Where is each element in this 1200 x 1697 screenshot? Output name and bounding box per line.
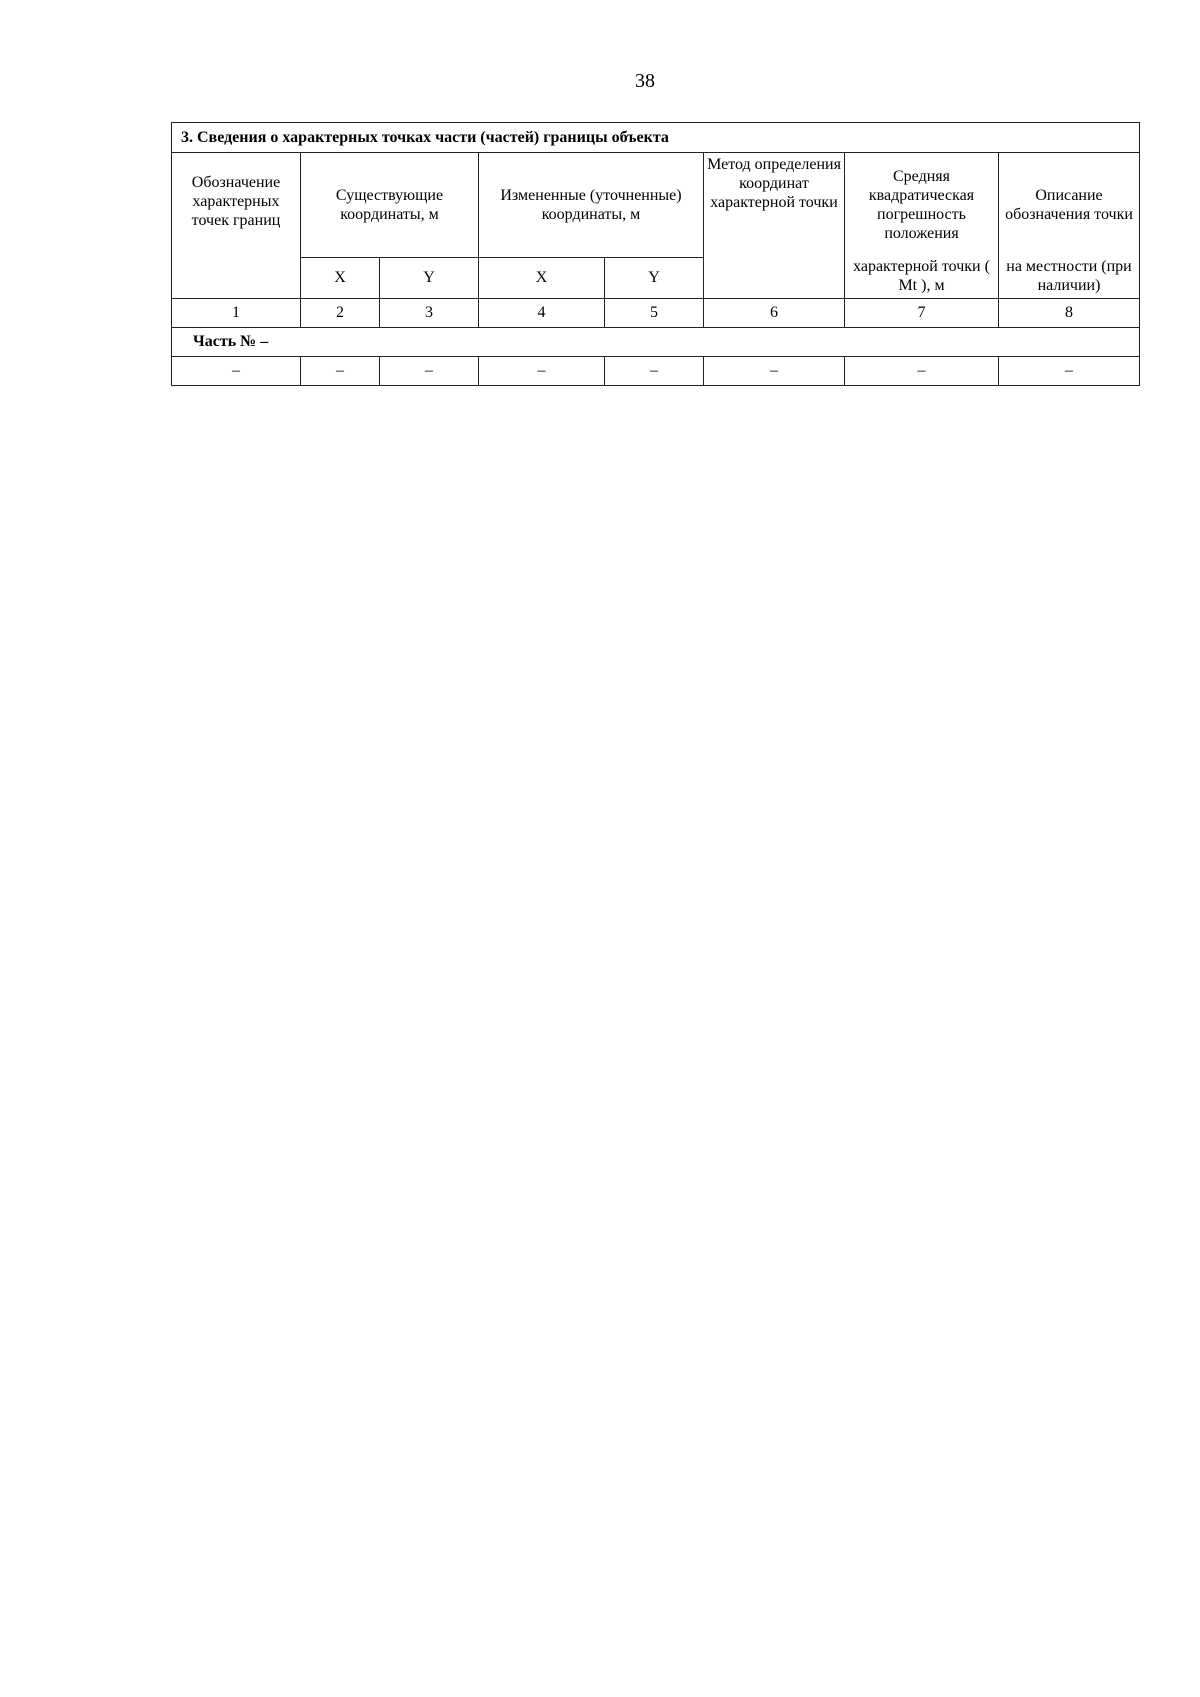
header-changed-coordinates: Измененные (уточненные) координаты, м bbox=[479, 153, 704, 258]
table-cell: – bbox=[380, 357, 479, 386]
header-mean-error-top: Средняя квадратическая погрешность положения bbox=[868, 167, 975, 243]
section-title: 3. Сведения о характерных точках части (частей) границы объекта bbox=[172, 123, 1140, 153]
table-cell: – bbox=[301, 357, 380, 386]
table-cell: – bbox=[172, 357, 301, 386]
header-existing-x: X bbox=[301, 258, 380, 299]
header-existing-coordinates: Существующие координаты, м bbox=[301, 153, 479, 258]
header-point-designation bbox=[172, 153, 301, 299]
header-mean-error bbox=[845, 153, 999, 299]
header-method: Метод определения координат характерной точки bbox=[704, 153, 845, 299]
header-point-description bbox=[999, 153, 1140, 299]
column-number: 5 bbox=[605, 299, 704, 328]
header-point-description-top: Описание обозначения точки bbox=[1005, 186, 1133, 223]
header-point-designation-text: Обозначение характерных точек границ bbox=[191, 174, 281, 230]
column-number: 2 bbox=[301, 299, 380, 328]
column-number: 7 bbox=[845, 299, 999, 328]
table-cell: – bbox=[605, 357, 704, 386]
column-number: 6 bbox=[704, 299, 845, 328]
page-number: 38 bbox=[635, 70, 655, 92]
table-row bbox=[172, 357, 1140, 386]
boundary-points-table bbox=[171, 122, 1140, 386]
column-number: 8 bbox=[999, 299, 1140, 328]
column-number: 4 bbox=[479, 299, 605, 328]
table-cell: – bbox=[704, 357, 845, 386]
table-cell: – bbox=[999, 357, 1140, 386]
column-number: 1 bbox=[172, 299, 301, 328]
header-changed-x: X bbox=[479, 258, 605, 299]
column-number: 3 bbox=[380, 299, 479, 328]
header-point-description-bottom: на местности (при наличии) bbox=[1006, 257, 1132, 294]
header-mean-error-bottom: характерной точки ( Mt ), м bbox=[853, 257, 990, 294]
header-changed-y: Y bbox=[605, 258, 704, 299]
column-number-row bbox=[172, 299, 1140, 328]
part-label: Часть № – bbox=[172, 328, 1140, 357]
table-cell: – bbox=[845, 357, 999, 386]
table-cell: – bbox=[479, 357, 605, 386]
header-existing-y: Y bbox=[380, 258, 479, 299]
